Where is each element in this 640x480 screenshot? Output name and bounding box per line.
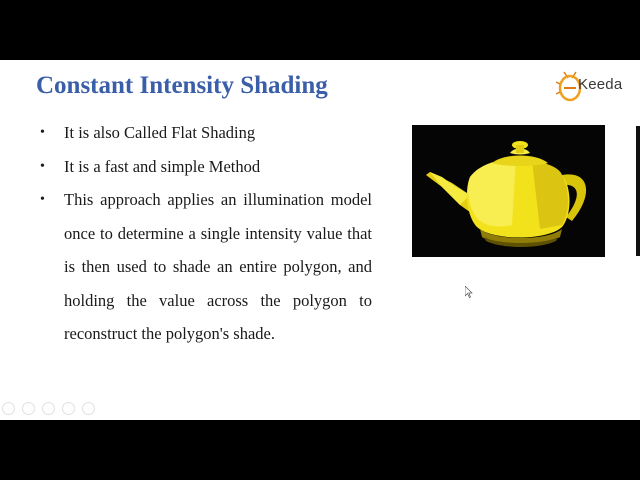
- ekeeda-logo: [556, 68, 640, 104]
- presentation-slide: [0, 60, 640, 420]
- letterbox-bottom: [0, 420, 640, 480]
- mouse-pointer-icon: [465, 286, 473, 298]
- previous-slide-icon[interactable]: [2, 402, 15, 415]
- bullet-item: [36, 183, 372, 351]
- adjacent-figure-edge: [636, 126, 640, 256]
- bullet-item: [36, 150, 372, 184]
- slide-sorter-icon[interactable]: [62, 402, 75, 415]
- letterbox-top: [0, 0, 640, 60]
- slideshow-controls[interactable]: [2, 402, 112, 416]
- bullet-text: This approach applies an illumination model once to determine a single intensity value that is then used to shade an entire polygon, and holding the value across the polygon to reconstruct the polygon's shade.: [64, 190, 372, 343]
- bullet-dot: •: [40, 125, 45, 140]
- flat-shaded-teapot-image: [412, 125, 605, 257]
- bullet-list: [36, 116, 372, 351]
- pen-tool-icon[interactable]: [42, 402, 55, 415]
- bullet-text: It is a fast and simple Method: [64, 156, 261, 176]
- bullet-item: [36, 116, 372, 150]
- bullet-text: It is also Called Flat Shading: [64, 123, 256, 142]
- next-slide-icon[interactable]: [22, 402, 35, 415]
- slide-title: Constant Intensity Shading: [36, 72, 328, 99]
- bullet-dot: •: [40, 158, 45, 174]
- logo-text: Keeda: [578, 76, 623, 93]
- zoom-icon[interactable]: [82, 402, 95, 415]
- bullet-dot: •: [40, 192, 45, 207]
